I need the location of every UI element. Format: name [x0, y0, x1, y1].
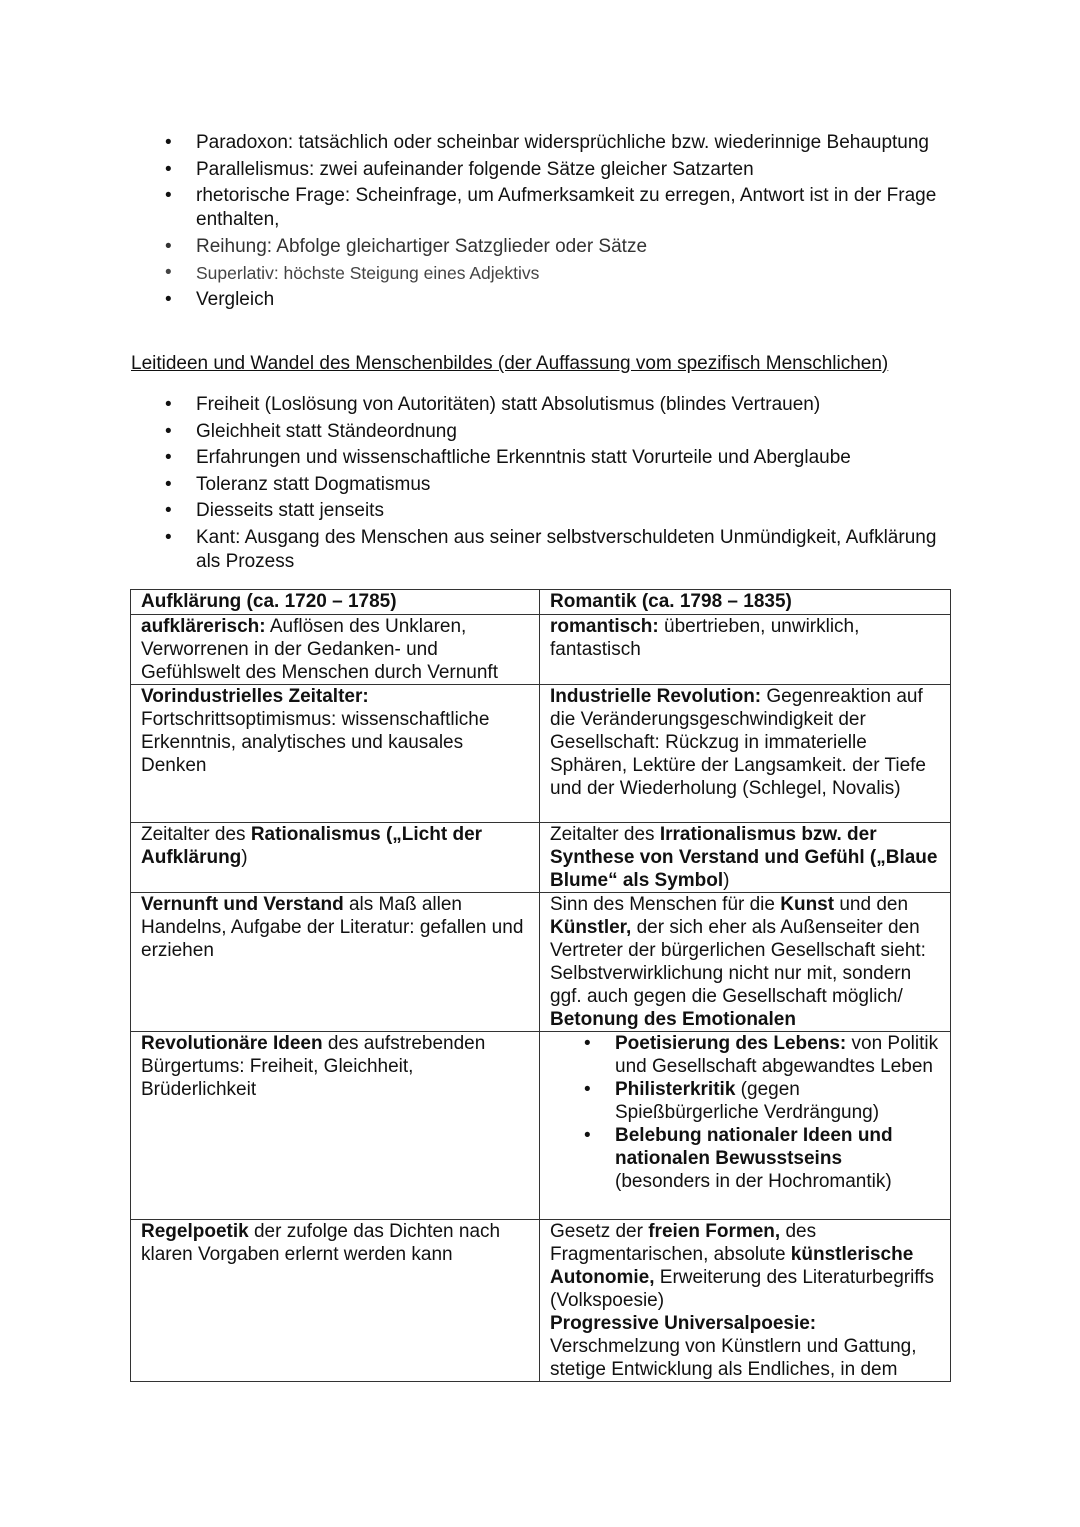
- cell-text: Verschmelzung von Künstlern und Gattung, stetige Entwicklung als Endliches, in dem: [550, 1336, 917, 1380]
- cell-text: (gegen Spießbürgerliche Verdrängung): [615, 1079, 880, 1123]
- list-item: • rhetorische Frage: Scheinfrage, um Aufmerksamkeit zu erregen, Antwort ist in der Frage enthalten,: [165, 184, 955, 232]
- table-header-row: [131, 590, 951, 615]
- table-cell: [131, 823, 540, 893]
- header-aufklaerung: [131, 590, 540, 615]
- cell-bold: Belebung nationaler Ideen und nationalen Bewusstseins: [615, 1125, 893, 1169]
- guiding-ideas-list: [165, 393, 955, 576]
- list-item: [615, 1032, 942, 1078]
- cell-text: ): [723, 870, 730, 891]
- header-romantik: [540, 590, 951, 615]
- cell-bold: künstlerische Autonomie,: [550, 1244, 914, 1288]
- cell-bold: Vorindustrielles Zeitalter:: [141, 686, 369, 707]
- cell-text: als Maß allen Handelns, Aufgabe der Literatur: gefallen und erziehen: [141, 894, 524, 961]
- list-item: • Reihung: Abfolge gleichartiger Satzglieder oder Sätze: [165, 235, 955, 259]
- list-item: • Vergleich: [165, 288, 955, 312]
- cell-text: und den: [834, 894, 909, 915]
- cell-text: des Fragmentarischen, absolute: [550, 1221, 817, 1265]
- table-row: [131, 893, 951, 1032]
- cell-text: des aufstrebenden Bürgertums: Freiheit, Gleichheit, Brüderlichkeit: [141, 1033, 486, 1100]
- cell-bold: Künstler,: [550, 917, 632, 938]
- list-item: • Paradoxon: tatsächlich oder scheinbar widersprüchliche bzw. wiederinnige Behauptung: [165, 131, 955, 155]
- cell-text: Fortschrittsoptimismus: wissenschaftliche Erkenntnis, analytisches und kausales Denken: [141, 709, 490, 776]
- cell-text: von Politik und Gesellschaft abgewandtes Leben: [615, 1033, 939, 1077]
- comparison-table: [130, 589, 951, 1382]
- stylistic-devices-list: [165, 131, 955, 314]
- table-row: [131, 1220, 951, 1382]
- table-cell: [131, 893, 540, 1032]
- cell-text: (besonders in der Hochromantik): [615, 1171, 892, 1192]
- list-item: • Toleranz statt Dogmatismus: [165, 473, 955, 497]
- header-label: Romantik (ca. 1798 – 1835): [550, 591, 792, 612]
- header-label: Aufklärung (ca. 1720 – 1785): [141, 591, 397, 612]
- list-item: • Kant: Ausgang des Menschen aus seiner selbstverschuldeten Unmündigkeit, Aufklärung als Prozess: [165, 526, 955, 574]
- cell-bold: aufklärerisch:: [141, 616, 266, 637]
- table-cell: [131, 615, 540, 685]
- romantik-ideas-list: [550, 1032, 942, 1193]
- cell-bold: Philisterkritik: [615, 1079, 736, 1100]
- table-cell: [540, 893, 951, 1032]
- cell-bold: Kunst: [780, 894, 835, 915]
- section-heading: Leitideen und Wandel des Menschenbildes (der Auffassung vom spezifisch Menschlichen): [131, 353, 889, 374]
- list-item: [615, 1124, 942, 1193]
- cell-bold: Industrielle Revolution:: [550, 686, 762, 707]
- table-row: [131, 685, 951, 823]
- cell-text: Gesetz der: [550, 1221, 649, 1242]
- list-item: • Superlativ: höchste Steigung eines Adjektivs: [165, 261, 955, 285]
- cell-text: der zufolge das Dichten nach klaren Vorgaben erlernt werden kann: [141, 1221, 501, 1265]
- table-cell: [131, 1220, 540, 1382]
- cell-text: Sinn des Menschen für die: [550, 894, 781, 915]
- table-cell: [540, 1220, 951, 1382]
- table-cell: [540, 1032, 951, 1220]
- cell-bold: Vernunft und Verstand: [141, 894, 344, 915]
- cell-bold: Betonung des Emotionalen: [550, 1009, 796, 1030]
- table-cell: [540, 685, 951, 823]
- table-row: [131, 615, 951, 685]
- table-cell: [540, 823, 951, 893]
- cell-bold: Poetisierung des Lebens:: [615, 1033, 847, 1054]
- cell-text: ): [241, 847, 248, 868]
- cell-text: Zeitalter des: [141, 824, 251, 845]
- table-row: [131, 1032, 951, 1220]
- list-item: • Parallelismus: zwei aufeinander folgende Sätze gleicher Satzarten: [165, 158, 955, 182]
- cell-bold: romantisch:: [550, 616, 659, 637]
- list-item: • Freiheit (Loslösung von Autoritäten) statt Absolutismus (blindes Vertrauen): [165, 393, 955, 417]
- cell-text: Zeitalter des: [550, 824, 660, 845]
- table-cell: [131, 685, 540, 823]
- cell-text: Auflösen des Unklaren, Verworrenen in der Gedanken- und Gefühlswelt des Menschen durch Vernunft: [141, 616, 498, 683]
- cell-bold: Rationalismus („Licht der Aufklärung: [141, 824, 483, 868]
- cell-text: Gegenreaktion auf die Veränderungsgeschwindigkeit der Gesellschaft: Rückzug in immaterielle Sphären, Lektüre der Langsamkeit. der Tiefe und der Wiederholung (Schlegel, Novalis): [550, 686, 927, 799]
- table-row: [131, 823, 951, 893]
- list-item: • Diesseits statt jenseits: [165, 499, 955, 523]
- list-item: • Erfahrungen und wissenschaftliche Erkenntnis statt Vorurteile und Aberglaube: [165, 446, 955, 470]
- list-item: [615, 1078, 942, 1124]
- cell-bold: Revolutionäre Ideen: [141, 1033, 323, 1054]
- cell-bold: freien Formen,: [648, 1221, 781, 1242]
- cell-text: der sich eher als Außenseiter den Vertreter der bürgerlichen Gesellschaft sieht: Selbstverwirklichung nicht nur mit, sondern ggf. auch gegen die Gesellschaft möglich/: [550, 917, 926, 1007]
- cell-text: Erweiterung des Literaturbegriffs (Volkspoesie): [550, 1267, 935, 1311]
- cell-bold: Regelpoetik: [141, 1221, 249, 1242]
- cell-bold: Progressive Universalpoesie:: [550, 1313, 817, 1334]
- table-cell: [540, 615, 951, 685]
- list-item: • Gleichheit statt Ständeordnung: [165, 420, 955, 444]
- cell-text: übertrieben, unwirklich, fantastisch: [550, 616, 860, 660]
- cell-bold: Irrationalismus bzw. der Synthese von Verstand und Gefühl („Blaue Blume“ als Symbol: [550, 824, 938, 891]
- table-cell: [131, 1032, 540, 1220]
